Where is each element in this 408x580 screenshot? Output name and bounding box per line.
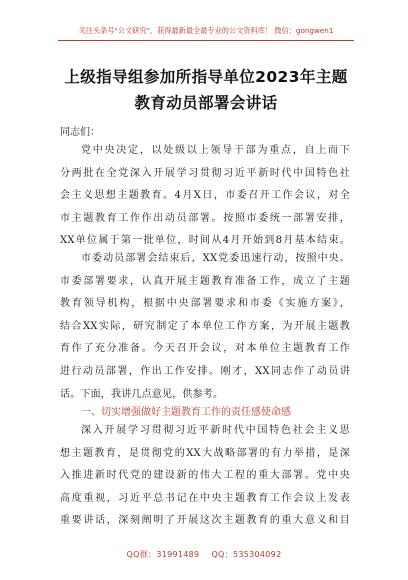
- paragraph-line: 话。下面，我讲几点意见，供参考。: [60, 388, 224, 400]
- paragraph-1: [60, 140, 350, 253]
- paragraph-line: 市主题教育工作作出动员部署。按照市委统一部署安排，: [60, 212, 350, 224]
- paragraph-line: 市委动员部署会结束后，XX党委迅速行动，按照中央、: [81, 253, 350, 264]
- salutation: 同志们：: [60, 127, 100, 138]
- paragraph-line: 育作了充分准备。今天召开会议，对本单位主题教育工作: [60, 343, 350, 355]
- paragraph-line: 市委部署要求，认真开展主题教育准备工作，成立了主题: [60, 275, 350, 287]
- paragraph-line: 高度重视，习近平总书记在中央主题教育工作会议上发表: [60, 492, 350, 504]
- header-banner: 关注头条号"公文研究"，获得最新最全最专业的公文资料库！ 微信：gongwen1: [78, 26, 334, 35]
- footer-qq: QQ：535304092: [211, 550, 282, 559]
- header-divider: [58, 40, 354, 41]
- document-title-line-1: 上级指导组参加所指导单位2023年主题: [64, 68, 348, 86]
- paragraph-line: XX单位属于第一批单位，时间从4月开始到8月基本结束。: [60, 235, 350, 247]
- paragraph-line: 结合XX实际，研究制定了本单位工作方案，为开展主题教: [60, 320, 350, 332]
- footer-contact: [0, 549, 408, 560]
- paragraph-line: 深入开展学习贯彻习近平新时代中国特色社会主义思: [81, 425, 350, 436]
- document-title-line-2: 教育动员部署会讲话: [134, 94, 278, 112]
- paragraph-line: 想主题教育，是贯彻党的XX大战略部署的有力举措，是深: [60, 447, 350, 459]
- paragraph-2: [60, 248, 350, 406]
- section-heading: 一、切实增强做好主题教育工作的责任感使命感: [81, 407, 291, 418]
- paragraph-line: 重要讲话，深刻阐明了开展这次主题教育的重大意义和目: [60, 515, 350, 527]
- paragraph-line: 入推进新时代党的建设新的伟大工程的重大部署。党中央: [60, 470, 350, 482]
- paragraph-3: [60, 420, 350, 533]
- paragraph-line: 会主义思想主题教育。4月X日，市委召开工作会议，对全: [60, 190, 350, 202]
- paragraph-line: 分两批在全党深入开展学习贯彻习近平新时代中国特色社: [60, 167, 350, 179]
- paragraph-line: 教育领导机构，根据中央部署要求和市委《实施方案》，: [60, 298, 350, 310]
- paragraph-line: 进行动员部署，作出工作安排。刚才，XX同志作了动员讲: [60, 365, 350, 377]
- footer-qq-group: QQ群：31991489: [126, 550, 200, 559]
- paragraph-line: 党中央决定，以处级以上领导干部为重点，自上而下: [81, 145, 350, 156]
